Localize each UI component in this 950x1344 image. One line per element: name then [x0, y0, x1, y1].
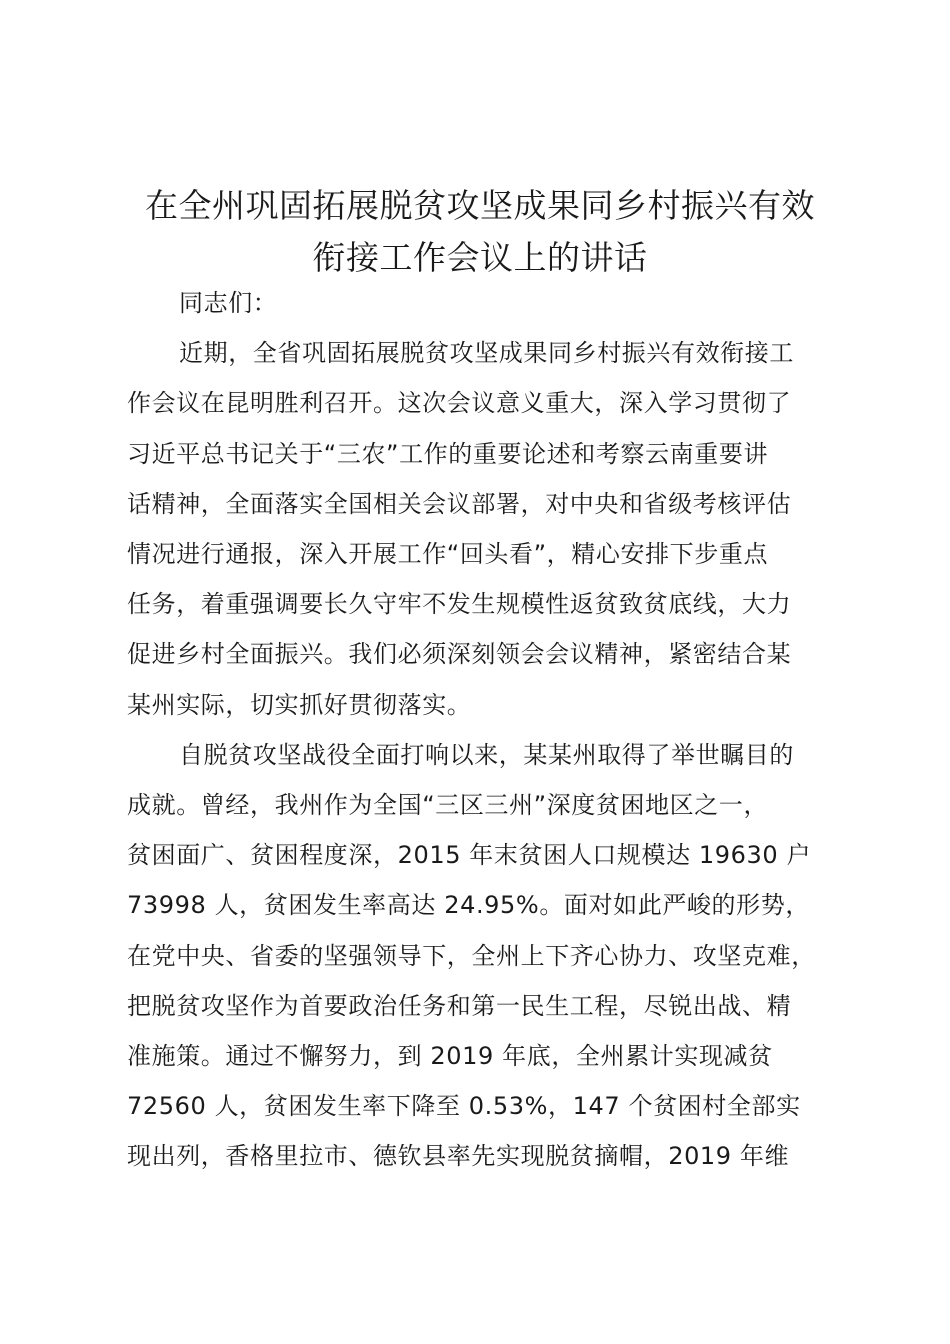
- paragraph-1-line: 某州实际，切实抓好贯彻落实。: [127, 690, 472, 719]
- document-body: [127, 278, 833, 1182]
- paragraph-2-line: 自脱贫攻坚战役全面打响以来，某某州取得了举世瞩目的: [179, 740, 794, 769]
- paragraph-2-line: 成就。曾经，我州作为全国“三区三州”深度贫困地区之一，: [127, 791, 769, 820]
- paragraph-1-line: 任务，着重强调要长久守牢不发生规模性返贫致贫底线，大力: [127, 590, 792, 619]
- paragraph-2-line: 72560 人，贫困发生率下降至 0.53%，147 个贫困村全部实: [127, 1092, 801, 1121]
- paragraph-1-line: 近期，全省巩固拓展脱贫攻坚成果同乡村振兴有效衔接工: [179, 339, 794, 368]
- paragraph-2-line: 73998 人，贫困发生率高达 24.95%。面对如此严峻的形势，: [127, 891, 810, 920]
- paragraph-1-line: 促进乡村全面振兴。我们必须深刻领会会议精神，紧密结合某: [127, 640, 792, 669]
- title-line-2: 衔接工作会议上的讲话: [312, 238, 648, 277]
- paragraph-2-line: 现出列，香格里拉市、德钦县率先实现脱贫摘帽，2019 年维: [127, 1142, 790, 1171]
- paragraph-2-line: 在党中央、省委的坚强领导下，全州上下齐心协力、攻坚克难，: [127, 941, 816, 970]
- title-line-1: 在全州巩固拓展脱贫攻坚成果同乡村振兴有效: [145, 186, 815, 225]
- paragraph-2: [127, 730, 833, 1182]
- paragraph-1-line: 习近平总书记关于“三农”工作的重要论述和考察云南重要讲: [127, 439, 769, 468]
- document-title: [110, 180, 850, 284]
- paragraph-1-line: 情况进行通报，深入开展工作“回头看”，精心安排下步重点: [127, 540, 769, 569]
- paragraph-1-line: 话精神，全面落实全国相关会议部署，对中央和省级考核评估: [127, 489, 792, 518]
- paragraph-2-line: 准施策。通过不懈努力，到 2019 年底，全州累计实现减贫: [127, 1042, 773, 1071]
- salutation: 同志们：: [179, 289, 278, 317]
- paragraph-2-line: 把脱贫攻坚作为首要政治任务和第一民生工程，尽锐出战、精: [127, 991, 792, 1020]
- paragraph-1-line: 作会议在昆明胜利召开。这次会议意义重大，深入学习贯彻了: [127, 389, 792, 418]
- paragraph-2-line: 贫困面广、贫困程度深，2015 年末贫困人口规模达 19630 户: [127, 841, 812, 870]
- paragraph-1: [127, 328, 833, 730]
